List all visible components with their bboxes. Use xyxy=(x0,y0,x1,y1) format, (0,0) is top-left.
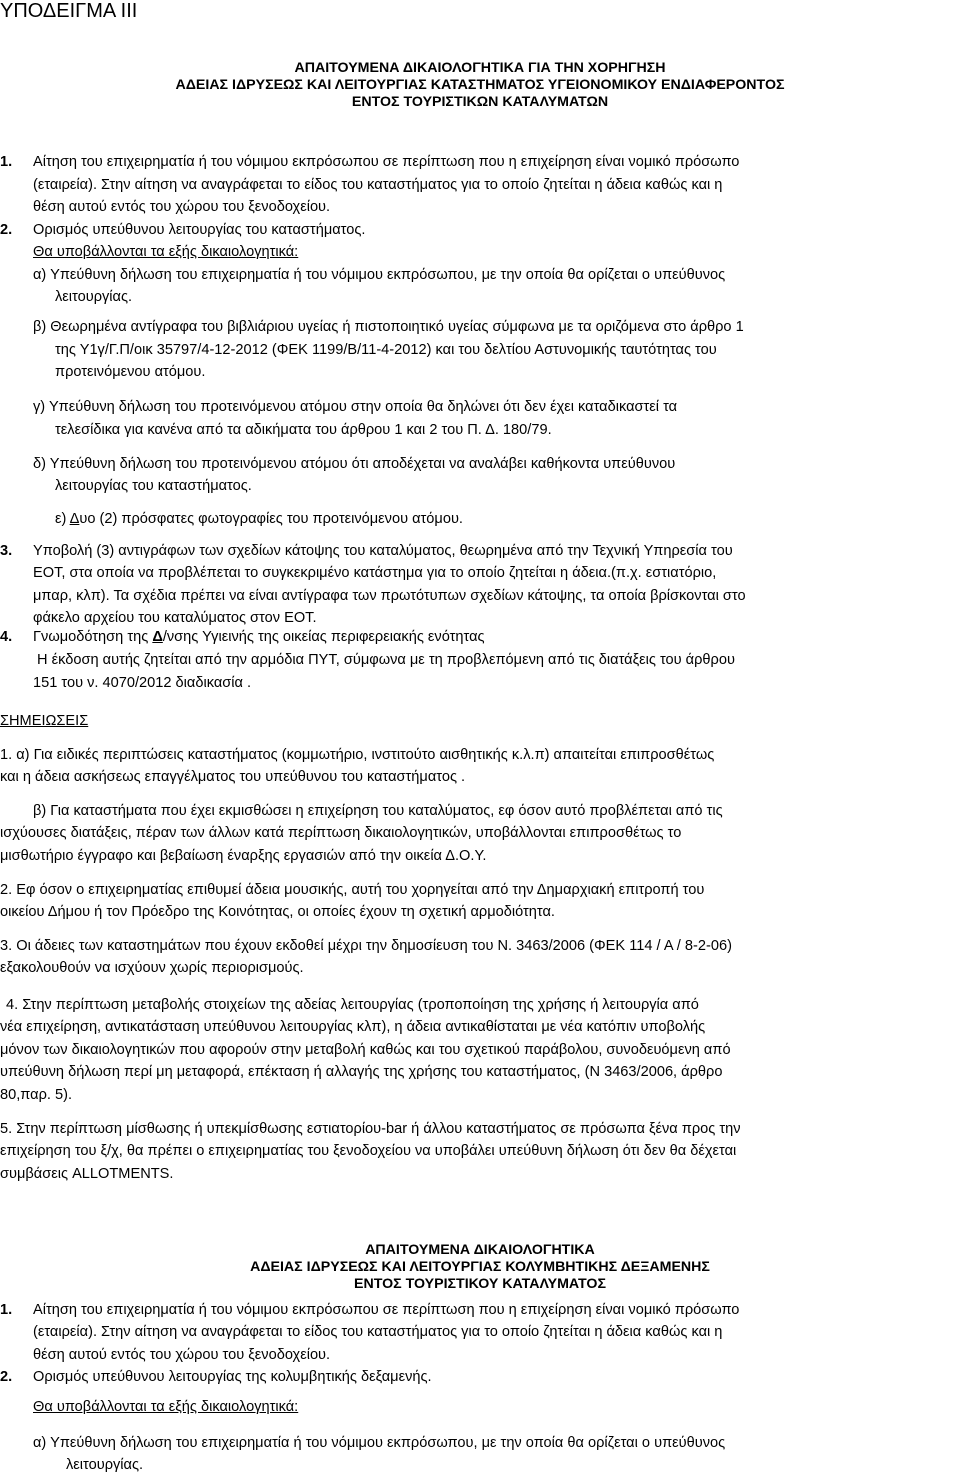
paragraph-line: α) Υπεύθυνη δήλωση του επιχειρηματία ή του νόμιμου εκπρόσωπου, με την οποία θα ορίζεται ο υπεύθυνος xyxy=(33,267,726,283)
paragraph-line: λειτουργίας. xyxy=(66,1457,144,1473)
text-run: Δ xyxy=(152,629,163,645)
paragraph-line: προτεινόμενου ατόμου. xyxy=(55,364,206,380)
paragraph-line: Αίτηση του επιχειρηματία ή του νόμιμου εκπρόσωπου σε περίπτωση που η επιχείρηση είναι νομικό πρόσωπο xyxy=(33,154,740,170)
paragraph-line: ΕΟΤ, στα οποία να προβλέπεται το συγκεκριμένο κατάστημα για το οποίο ζητείται η άδεια.(π.χ. εστιατόριο, xyxy=(33,565,717,581)
paragraph-line: συμβάσεις ALLOTMENTS. xyxy=(0,1166,174,1182)
paragraph-line: 151 του ν. 4070/2012 διαδικασία . xyxy=(33,675,252,691)
paragraph-line xyxy=(55,510,463,529)
item-number: 4. xyxy=(0,629,13,645)
paragraph-line: μπαρ, κλπ). Τα σχέδια πρέπει να είναι αντίγραφα των πρωτότυπων σχεδίων κάτοψης, τα οποία βρίσκονται στο xyxy=(33,588,746,604)
paragraph-line: θέση αυτού εντός του χώρου του ξενοδοχείου. xyxy=(33,1347,331,1363)
paragraph-line: φάκελο αρχείου του καταλύματος στον ΕΟΤ. xyxy=(33,610,317,626)
docs-intro: Θα υποβάλλονται τα εξής δικαιολογητικά: xyxy=(33,244,299,260)
item-number: 1. xyxy=(0,154,13,170)
paragraph-line: εξακολουθούν να ισχύουν χωρίς περιορισμούς. xyxy=(0,960,304,976)
paragraph-line: νέα επιχείρηση, αντικατάσταση υπεύθυνου λειτουργίας κλπ), η άδεια αντικαθίσταται με νέα κατόπιν υποβολής xyxy=(0,1019,706,1035)
paragraph-line: 1. α) Για ειδικές περιπτώσεις καταστήματος (κομμωτήριο, ινστιτούτο αισθητικής κ.λ.π) απαιτείται επιπροσθέτως xyxy=(0,747,715,763)
paragraph-line: μόνον των δικαιολογητικών που αφορούν στην μεταβολή καθώς και του σχετικού παράβολου, συνοδευόμενη από xyxy=(0,1042,731,1058)
section1-title-line: ΕΝΤΟΣ ΤΟΥΡΙΣΤΙΚΩΝ ΚΑΤΑΛΥΜΑΤΩΝ xyxy=(351,94,609,110)
paragraph-line: λειτουργίας. xyxy=(55,289,133,305)
section2-title-line: ΑΠΑΙΤΟΥΜΕΝΑ ΔΙΚΑΙΟΛΟΓΗΤΙΚΑ xyxy=(365,1242,595,1258)
paragraph-line: τελεσίδικα για κανένα από τα αδικήματα του άρθρου 1 και 2 του Π. Δ. 180/79. xyxy=(55,422,552,438)
paragraph-line: δ) Υπεύθυνη δήλωση του προτεινόμενου ατόμου ότι αποδέχεται να αναλάβει καθήκοντα υπεύθυνου xyxy=(33,456,676,472)
notes-title: ΣΗΜΕΙΩΣΕΙΣ xyxy=(0,713,89,729)
paragraph-line: 5. Στην περίπτωση μίσθωσης ή υπεκμίσθωσης εστιατορίου-bar ή άλλου καταστήματος σε πρόσωπα ξένα προς την xyxy=(0,1121,741,1137)
item-number: 3. xyxy=(0,543,13,559)
paragraph-line: Υποβολή (3) αντιγράφων των σχεδίων κάτοψης του καταλύματος, θεωρημένα από την Τεχνική Υπηρεσία του xyxy=(33,543,733,559)
paragraph-line: και η άδεια ασκήσεως επαγγέλματος του υπεύθυνου του καταστήματος . xyxy=(0,769,466,785)
paragraph-line: της Υ1γ/Γ.Π/οικ 35797/4-12-2012 (ΦΕΚ 1199/Β/11-4-2012) και του δελτίου Αστυνομικής ταυτότητας του xyxy=(55,342,717,358)
paragraph-line: 80,παρ. 5). xyxy=(0,1087,73,1103)
section2-title-line: ΑΔΕΙΑΣ ΙΔΡΥΣΕΩΣ ΚΑΙ ΛΕΙΤΟΥΡΓΙΑΣ ΚΟΛΥΜΒΗΤΙΚΗΣ ΔΕΞΑΜΕΝΗΣ xyxy=(250,1259,710,1275)
section1-title-line: ΑΔΕΙΑΣ ΙΔΡΥΣΕΩΣ ΚΑΙ ΛΕΙΤΟΥΡΓΙΑΣ ΚΑΤΑΣΤΗΜΑΤΟΣ ΥΓΕΙΟΝΟΜΙΚΟΥ ΕΝΔΙΑΦΕΡΟΝΤΟΣ xyxy=(175,77,785,93)
paragraph-line xyxy=(33,628,485,647)
paragraph-line: 3. Οι άδειες των καταστημάτων που έχουν εκδοθεί μέχρι την δημοσίευση του Ν. 3463/2006 (ΦΕΚ 114 / Α / 8-2-06) xyxy=(0,938,732,954)
text-run: ε) xyxy=(55,511,70,527)
paragraph-line: υπεύθυνη δήλωση περί μη μεταφορά, επέκταση ή αλλαγής της χρήσης του καταστήματος, (Ν 3463/2006, άρθρο xyxy=(0,1064,723,1080)
paragraph-line: 2. Εφ όσον ο επιχειρηματίας επιθυμεί άδεια μουσικής, αυτή του χορηγείται από την Δημαρχιακή επιτροπή του xyxy=(0,882,705,898)
section2-title xyxy=(0,1242,960,1293)
item-number: 2. xyxy=(0,1369,13,1385)
paragraph-line: 4. Στην περίπτωση μεταβολής στοιχείων της αδείας λειτουργίας (τροποποίηση της χρήσης ή λειτουργία από xyxy=(6,997,699,1013)
paragraph-line: (εταιρεία). Στην αίτηση να αναγράφεται το είδος του καταστήματος για το οποίο ζητείται η άδεια καθώς και η xyxy=(33,177,723,193)
paragraph-line: μισθωτήριο έγγραφο και βεβαίωση έναρξης εργασιών από την οικεία Δ.Ο.Υ. xyxy=(0,848,487,864)
paragraph-line: Ορισμός υπεύθυνου λειτουργίας της κολυμβητικής δεξαμενής. xyxy=(33,1369,432,1385)
paragraph-line: Αίτηση του επιχειρηματία ή του νόμιμου εκπρόσωπου σε περίπτωση που η επιχείρηση είναι νομικό πρόσωπο xyxy=(33,1302,740,1318)
section1-title-line: ΑΠΑΙΤΟΥΜΕΝΑ ΔΙΚΑΙΟΛΟΓΗΤΙΚΑ ΓΙΑ ΤΗΝ ΧΟΡΗΓΗΣΗ xyxy=(294,60,666,76)
item-number: 1. xyxy=(0,1302,13,1318)
paragraph-line: οικείου Δήμου ή τον Πρόεδρο της Κοινότητας, οι οποίες έχουν τη σχετική αρμοδιότητα. xyxy=(0,904,555,920)
text-run: υο (2) πρόσφατες φωτογραφίες του προτεινόμενου ατόμου. xyxy=(79,511,463,527)
paragraph-line: επιχείρηση του ξ/χ, θα πρέπει ο επιχειρηματίας του ξενοδοχείου να υποβάλει υπεύθυνη δήλωση ότι δεν θα δέχεται xyxy=(0,1143,737,1159)
paragraph-line: λειτουργίας του καταστήματος. xyxy=(55,478,252,494)
paragraph-line: Ορισμός υπεύθυνου λειτουργίας του καταστήματος. xyxy=(33,222,366,238)
text-run: /νσης Υγιεινής της οικείας περιφερειακής ενότητας xyxy=(162,629,485,645)
paragraph-line: β) Για καταστήματα που έχει εκμισθώσει η επιχείρηση του καταλύματος, εφ όσον αυτό προβλέπεται από τις xyxy=(33,803,723,819)
paragraph-line: (εταιρεία). Στην αίτηση να αναγράφεται το είδος του καταστήματος για το οποίο ζητείται η άδεια καθώς και η xyxy=(33,1324,723,1340)
paragraph-line: Η έκδοση αυτής ζητείται από την αρμόδια ΠΥΤ, σύμφωνα με τη προβλεπόμενη από τις διατάξεις του άρθρου xyxy=(37,652,735,668)
docs-intro: Θα υποβάλλονται τα εξής δικαιολογητικά: xyxy=(33,1399,299,1415)
text-run: Δ xyxy=(69,511,80,527)
item-number: 2. xyxy=(0,222,13,238)
paragraph-line: θέση αυτού εντός του χώρου του ξενοδοχείου. xyxy=(33,199,331,215)
text-run: Γνωμοδότηση της xyxy=(33,629,153,645)
section2-title-line: ΕΝΤΟΣ ΤΟΥΡΙΣΤΙΚΟΥ ΚΑΤΑΛΥΜΑΤΟΣ xyxy=(354,1276,606,1292)
paragraph-line: α) Υπεύθυνη δήλωση του επιχειρηματία ή του νόμιμου εκπρόσωπου, με την οποία θα ορίζεται ο υπεύθυνος xyxy=(33,1435,726,1451)
paragraph-line: β) Θεωρημένα αντίγραφα του βιβλιάριου υγείας ή πιστοποιητικό υγείας σύμφωνα με τα οριζόμενα στο άρθρο 1 xyxy=(33,319,744,335)
paragraph-line: γ) Υπεύθυνη δήλωση του προτεινόμενου ατόμου στην οποία θα δηλώνει ότι δεν έχει καταδικαστεί τα xyxy=(33,399,678,415)
document-heading: ΥΠΟΔΕΙΓΜΑ ΙΙΙ xyxy=(0,0,138,22)
section1-title xyxy=(0,60,960,111)
paragraph-line: ισχύουσες διατάξεις, πέραν των άλλων κατά περίπτωση δικαιολογητικών, υποβάλλονται επιπροσθέτως το xyxy=(0,825,682,841)
